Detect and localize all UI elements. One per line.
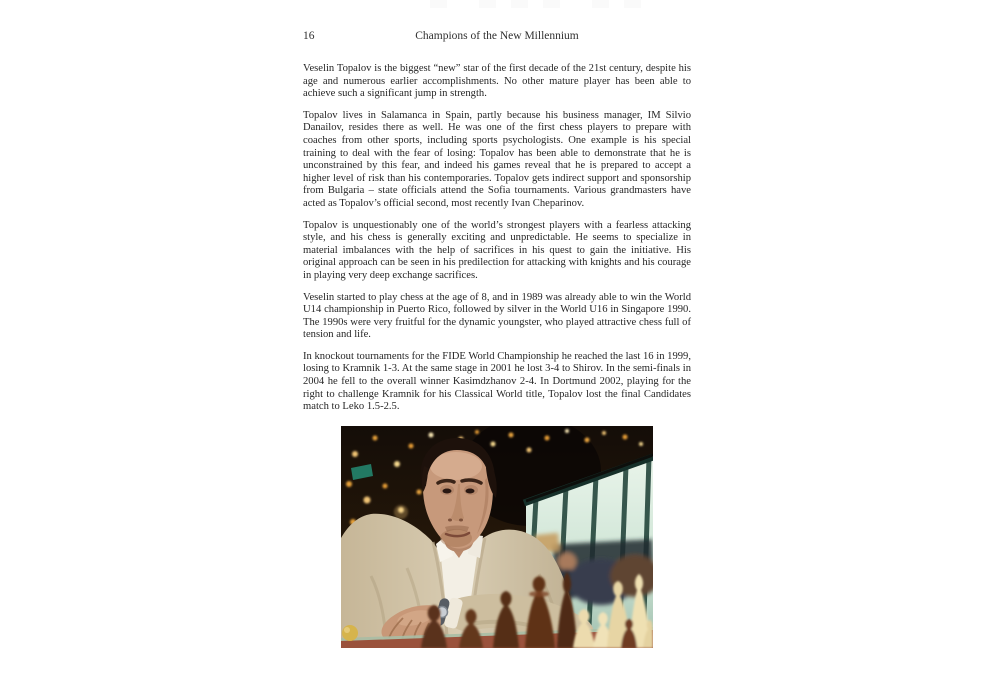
scan-artifact <box>543 0 560 8</box>
scan-artifact <box>592 0 609 8</box>
clock-knob <box>342 625 358 641</box>
topalov-photo-graphic <box>341 426 653 648</box>
running-header-title: Champions of the New Millennium <box>415 30 579 42</box>
paragraph-knockouts: In knockout tournaments for the FIDE World Championship he reached the last 16 in 1999, losing to Kramnik 1-3. At the same stage in 2001 he lost 3-4 to Shirov. In the semi-finals in 2004 he fell to the overall winner Kasimdzhanov 2-4. In Dortmund 2002, playing for the right to challenge Kramnik for his Classical World title, Topalov lost the final Candidates match to Leko 1.5-2.5. <box>303 350 691 413</box>
page-number: 16 <box>303 30 315 42</box>
page-content <box>303 30 691 648</box>
scan-artifact <box>430 0 447 8</box>
paragraph-youth: Veselin started to play chess at the age of 8, and in 1989 was already able to win the World U14 championship in Puerto Rico, followed by silver in the World U16 in Singapore 1990. The 1990s were very fruitful for the dynamic youngster, who played attractive chess full of tension and life. <box>303 291 691 341</box>
paragraph-intro: Veselin Topalov is the biggest “new” star of the first decade of the 21st century, despite his age and numerous earlier accomplishments. No other mature player has been able to achieve such a significant jump in strength. <box>303 63 691 100</box>
scan-artifact <box>511 0 528 8</box>
paragraph-style: Topalov is unquestionably one of the world’s strongest players with a fearless attacking style, and his chess is generally exciting and unpredictable. He seems to specialize in material imbalances with the help of sacrifices in his quest to gain the initiative. His original approach can be seen in his predilection for attacking with knights and his courage in playing very deep exchange sacrifices. <box>303 219 691 281</box>
paragraph-salamanca: Topalov lives in Salamanca in Spain, partly because his business manager, IM Silvio Danailov, resides there as well. He was one of the first chess players to prepare with coaches from other sports, including sports psychologists. One example is his special training to deal with the fear of losing: Topalov has been able to demonstrate that he is unconstrained by this fear, and indeed his games reveal that he is prepared to accept a higher level of risk than his contemporaries. Topalov gets indirect support and sponsorship from Bulgaria – state officials attend the Sofia tournaments. Various grandmasters have acted as Topalov’s official second, most recently Ivan Cheparinov. <box>303 109 691 209</box>
scan-edge-artifacts <box>0 0 1000 8</box>
scan-artifact <box>479 0 496 8</box>
scan-artifact <box>624 0 641 8</box>
article-body <box>303 63 691 414</box>
topalov-photo <box>341 426 653 648</box>
running-head <box>303 30 691 43</box>
